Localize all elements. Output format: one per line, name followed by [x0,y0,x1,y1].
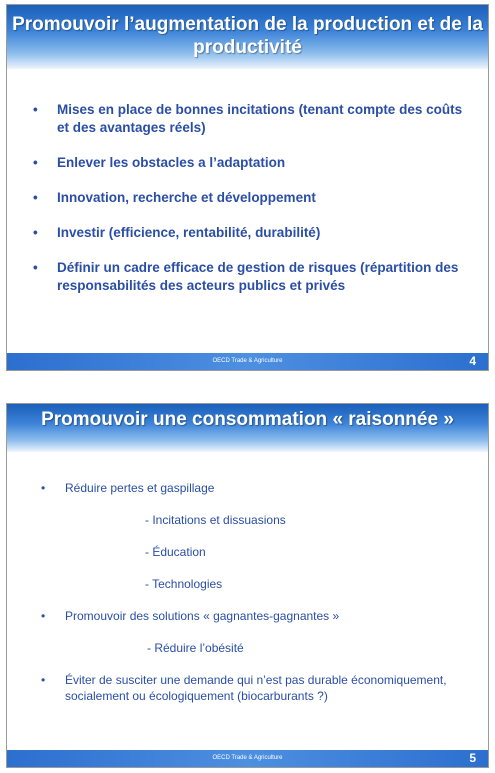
bullet-text: Mises en place de bonnes incitations (tenant compte des coûts et des avantages réels) [57,102,463,135]
slide-header [7,5,488,69]
bullet-text: Innovation, recherche et développement [57,190,316,205]
footer-text: OECD Trade & Agriculture [212,358,283,364]
slide-footer [7,750,488,767]
bullet-list [31,101,468,312]
bullet-icon: • [33,190,38,205]
footer-text: OECD Trade & Agriculture [212,755,283,761]
bullet-item [31,259,468,295]
slide-5 [6,403,489,768]
bullet-icon: • [41,481,46,495]
bullet-text: Investir (efficience, rentabilité, durabilité) [57,225,321,240]
bullet-text: Éviter de susciter une demande qui n’est pas durable économiquement, socialement ou écologiquement (biocarburants ?) [65,673,447,703]
sub-item-text: - Réduire l’obésité [147,641,244,655]
bullet-text: Réduire pertes et gaspillage [65,481,215,495]
page-number: 4 [469,354,476,368]
bullet-text: Promouvoir des solutions « gagnantes-gagnantes » [65,609,340,623]
sub-item-text: - Technologies [145,577,223,591]
bullet-icon: • [41,609,46,623]
slide-footer [7,353,488,370]
bullet-icon: • [33,155,38,170]
bullet-icon: • [33,102,38,117]
bullet-text: Définir un cadre efficace de gestion de risques (répartition des responsabilités des acteurs publics et privés [57,260,459,293]
slide-4 [6,4,489,371]
bullet-item [31,154,468,172]
slide-title: Promouvoir l’augmentation de la production et de la productivité [12,14,483,58]
sub-item-text: - Incitations et dissuasions [145,513,286,527]
page-number: 5 [469,751,476,765]
slide-header [7,404,488,452]
slide-title: Promouvoir une consommation « raisonnée » [41,409,454,430]
bullet-icon: • [41,673,46,687]
bullet-icon: • [33,260,38,275]
bullet-item [31,224,468,242]
bullet-text: Enlever les obstacles a l’adaptation [57,155,286,170]
bullet-item [31,101,468,137]
bullet-icon: • [33,225,38,240]
sub-item-text: - Éducation [145,545,206,559]
bullet-item [31,189,468,207]
